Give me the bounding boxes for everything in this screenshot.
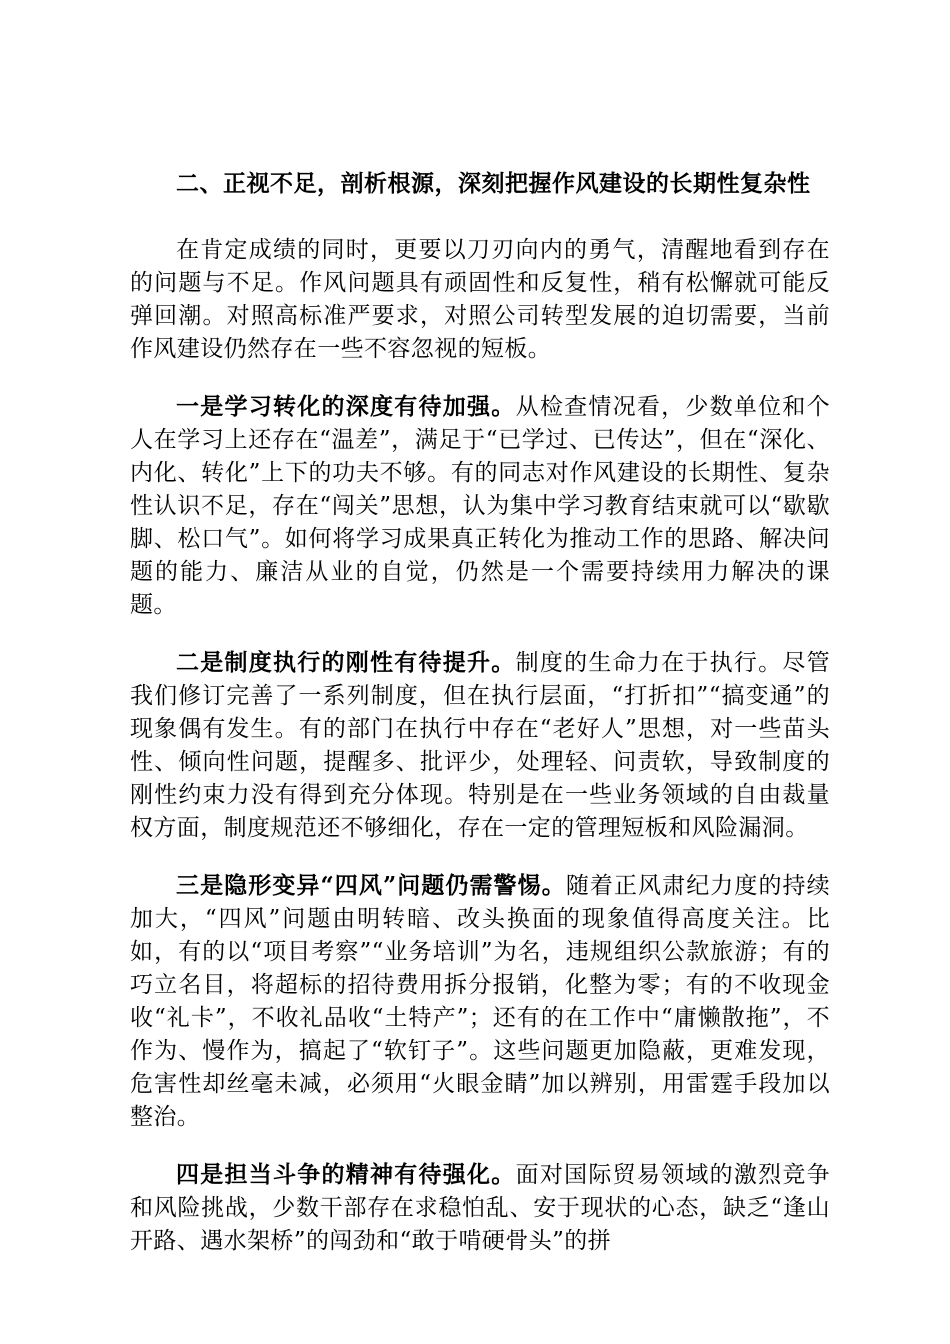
intro-paragraph: 在肯定成绩的同时，更要以刀刃向内的勇气，清醒地看到存在的问题与不足。作风问题具有顽固性和反复性，稍有松懈就可能反弹回潮。对照高标准严要求，对照公司转型发展的迫切需要，当前作风建设仍然存在一些不容忽视的短板。 [130,237,830,362]
point-paragraph-4 [130,1158,830,1258]
point-lead-3: 三是隐形变异“四风”问题仍需警惕。 [176,872,566,899]
point-body-2: 制度的生命力在于执行。尽管我们修订完善了一系列制度，但在执行层面，“打折扣”“搞变通”的现象偶有发生。有的部门在执行中存在“老好人”思想，对一些苗头性、倾向性问题，提醒多、批评少，处理轻、问责软，导致制度的刚性约束力没有得到充分体现。特别是在一些业务领域的自由裁量权方面，制度规范还不够细化，存在一定的管理短板和风险漏洞。 [130,650,831,841]
point-body-4: 面对国际贸易领域的激烈竞争和风险挑战，少数干部存在求稳怕乱、安于现状的心态，缺乏“逢山开路、遇水架桥”的闯劲和“敢于啃硬骨头”的拼 [130,1162,831,1254]
point-paragraph-3 [130,869,830,1134]
document-page [130,166,830,1282]
point-lead-1: 一是学习转化的深度有待加强。 [176,393,516,420]
point-paragraph-2 [130,646,830,845]
point-lead-2: 二是制度执行的刚性有待提升。 [176,649,516,676]
point-paragraph-1 [130,390,830,622]
point-body-1: 从检查情况看，少数单位和个人在学习上还存在“温差”，满足于“已学过、已传达”，但在“深化、内化、转化”上下的功夫不够。有的同志对作风建设的长期性、复杂性认识不足，存在“闯关”思想，认为集中学习教育结束就可以“歇歇脚、松口气”。如何将学习成果真正转化为推动工作的思路、解决问题的能力、廉洁从业的自觉，仍然是一个需要持续用力解决的课题。 [130,394,831,618]
point-body-3: 随着正风肃纪力度的持续加大，“四风”问题由明转暗、改头换面的现象值得高度关注。比如，有的以“项目考察”“业务培训”为名，违规组织公款旅游；有的巧立名目，将超标的招待费用拆分报销，化整为零；有的不收现金收“礼卡”，不收礼品收“土特产”；还有的在工作中“庸懒散拖”，不作为、慢作为，搞起了“软钉子”。这些问题更加隐蔽，更难发现，危害性却丝毫未减，必须用“火眼金睛”加以辨别，用雷霆手段加以整治。 [130,873,831,1130]
section-heading: 二、正视不足，剖析根源，深刻把握作风建设的长期性复杂性 [176,170,811,197]
point-lead-4: 四是担当斗争的精神有待强化。 [176,1161,516,1188]
